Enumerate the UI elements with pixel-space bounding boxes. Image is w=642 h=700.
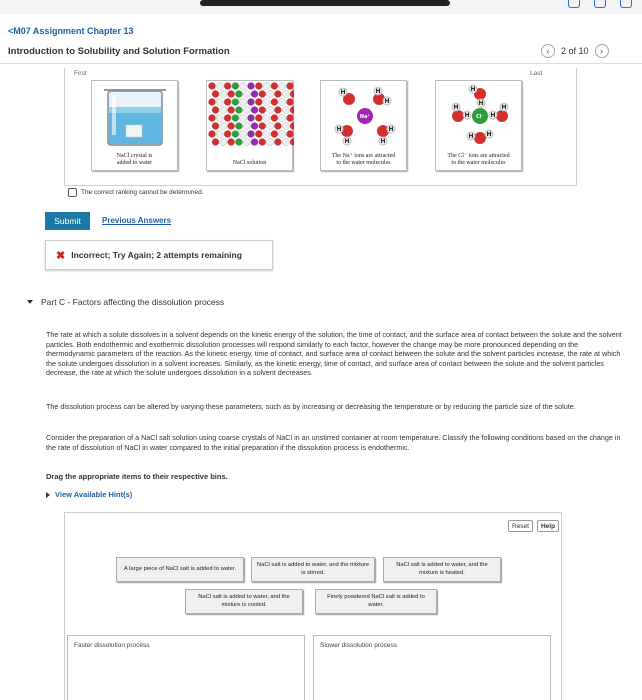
- card-caption: [436, 153, 521, 167]
- browser-bar: [0, 0, 642, 14]
- svg-text:Na⁺: Na⁺: [359, 114, 371, 120]
- molecule-dot: [271, 82, 278, 89]
- molecule-dot: [224, 98, 231, 105]
- molecule-dot: [251, 138, 258, 145]
- molecule-dot: [274, 138, 281, 145]
- molecule-dot: [267, 106, 274, 113]
- molecule-dot: [286, 82, 293, 89]
- drag-item-stirred[interactable]: NaCl salt is added to water, and the mixture is stirred.: [251, 557, 375, 582]
- caption-line: added to water: [116, 160, 153, 166]
- molecule-dot: [224, 130, 231, 137]
- molecule-dot: [220, 138, 227, 145]
- molecule-dot: [208, 98, 215, 105]
- molecule-dot: [279, 82, 286, 89]
- collapse-triangle-icon[interactable]: [27, 300, 33, 304]
- molecule-dot: [271, 130, 278, 137]
- drag-item-powdered[interactable]: Finely powdered NaCl salt is added to water.: [315, 589, 437, 614]
- molecule-dot: [259, 122, 266, 129]
- card-caption: [207, 160, 292, 167]
- molecule-dot: [279, 98, 286, 105]
- molecule-dot: [216, 130, 223, 137]
- molecule-dot: [208, 82, 215, 89]
- svg-text:H: H: [384, 98, 390, 105]
- cannot-determine-checkbox[interactable]: [68, 188, 77, 197]
- molecule-dot: [208, 114, 215, 121]
- drag-item-large-piece[interactable]: A large piece of NaCl salt is added to water.: [116, 557, 244, 582]
- molecule-dot: [255, 98, 262, 105]
- sodium-hydration-icon: [321, 81, 408, 151]
- molecule-dot: [232, 82, 239, 89]
- molecule-dot: [232, 114, 239, 121]
- reset-button[interactable]: Reset: [508, 520, 533, 532]
- molecule-dot: [247, 82, 254, 89]
- bin-slower-label: Slower dissolution process: [320, 642, 397, 649]
- error-x-icon: ✖: [56, 249, 66, 262]
- molecule-dot: [259, 138, 266, 145]
- caption-line: NaCl solution: [232, 160, 267, 166]
- molecule-dot: [228, 122, 235, 129]
- molecule-dot: [235, 122, 242, 129]
- molecule-dot: [282, 122, 289, 129]
- divider: [0, 63, 642, 64]
- molecule-dot: [271, 98, 278, 105]
- molecule-dot: [208, 130, 215, 137]
- molecule-dot: [235, 90, 242, 97]
- pager: [541, 44, 609, 58]
- molecule-dot: [263, 114, 270, 121]
- molecule-dot: [290, 90, 294, 97]
- cannot-determine-label: The correct ranking cannot be determined.: [81, 189, 204, 196]
- molecule-dot: [216, 82, 223, 89]
- molecule-dot: [240, 82, 247, 89]
- ranking-card-solution[interactable]: [206, 80, 293, 171]
- ranking-card-chloride[interactable]: [435, 80, 522, 171]
- molecule-dot: [282, 90, 289, 97]
- svg-text:H: H: [478, 100, 484, 107]
- svg-text:H: H: [344, 138, 350, 145]
- share-icon[interactable]: [568, 0, 580, 8]
- chevron-right-icon[interactable]: ›: [595, 44, 609, 58]
- molecule-dot: [235, 106, 242, 113]
- browser-actions: [568, 0, 632, 8]
- bin-faster[interactable]: [67, 635, 305, 700]
- molecule-dot: [267, 122, 274, 129]
- part-c-title: Part C - Factors affecting the dissolution process: [41, 297, 225, 307]
- molecule-dot: [235, 138, 242, 145]
- drag-item-cooled[interactable]: NaCl salt is added to water, and the mixture is cooled.: [185, 589, 303, 614]
- url-bar[interactable]: [200, 0, 450, 6]
- molecule-dot: [267, 90, 274, 97]
- svg-text:H: H: [470, 86, 476, 93]
- molecule-dot: [232, 130, 239, 137]
- molecule-dot: [255, 130, 262, 137]
- molecule-dot: [274, 106, 281, 113]
- part-c-paragraph-3: Consider the preparation of a NaCl salt solution using coarse crystals of NaCl in an unstirred container at room temperature. Classify the following conditions based on the change in the rate of dissolution of NaCl in water compared to the initial preparation if the dissolution process is endothermic.: [46, 433, 621, 452]
- molecule-dot: [228, 138, 235, 145]
- molecule-dot: [255, 114, 262, 121]
- molecule-dot: [263, 82, 270, 89]
- svg-text:H: H: [375, 88, 381, 95]
- svg-text:H: H: [453, 104, 459, 111]
- molecule-dot: [279, 130, 286, 137]
- molecule-dot: [228, 106, 235, 113]
- svg-text:H: H: [468, 133, 474, 140]
- previous-answers-link[interactable]: Previous Answers: [102, 216, 172, 225]
- molecule-dot: [216, 98, 223, 105]
- molecule-dot: [263, 130, 270, 137]
- molecule-dot: [212, 106, 219, 113]
- molecule-dot: [286, 130, 293, 137]
- drag-instruction: Drag the appropriate items to their respective bins.: [46, 472, 228, 481]
- molecule-dot: [247, 114, 254, 121]
- chloride-hydration-icon: [436, 81, 523, 151]
- card-caption: [321, 153, 406, 167]
- help-button[interactable]: Help: [537, 520, 559, 532]
- molecule-dot: [243, 90, 250, 97]
- molecule-dot: [224, 82, 231, 89]
- chevron-left-icon[interactable]: ‹: [541, 44, 555, 58]
- molecule-dot: [255, 82, 262, 89]
- molecule-dot: [247, 130, 254, 137]
- molecule-dot: [282, 138, 289, 145]
- submit-button[interactable]: Submit: [45, 212, 90, 230]
- caption-line: The Na⁺ ions are attracted: [331, 153, 396, 159]
- molecule-dot: [212, 122, 219, 129]
- molecule-dot: [286, 98, 293, 105]
- molecule-dot: [251, 90, 258, 97]
- molecule-dot: [274, 122, 281, 129]
- molecule-dot: [224, 114, 231, 121]
- page-title: Introduction to Solubility and Solution Formation: [8, 46, 230, 57]
- molecule-dot: [228, 90, 235, 97]
- svg-text:H: H: [490, 112, 496, 119]
- molecule-dot: [240, 130, 247, 137]
- molecule-dot: [212, 90, 219, 97]
- molecule-dot: [243, 138, 250, 145]
- bookmark-icon[interactable]: [594, 0, 606, 8]
- molecule-dot: [220, 90, 227, 97]
- molecule-dot: [212, 138, 219, 145]
- pager-text: 2 of 10: [561, 46, 589, 56]
- ranking-first-label: First: [74, 70, 87, 77]
- molecule-dot: [279, 114, 286, 121]
- card-caption: [92, 153, 177, 167]
- svg-text:H: H: [464, 112, 470, 119]
- cannot-determine-row[interactable]: [68, 188, 203, 197]
- molecule-dot: [220, 106, 227, 113]
- ranking-card-sodium[interactable]: [320, 80, 407, 171]
- ranking-last-label: Last: [530, 70, 543, 77]
- drag-item-heated[interactable]: NaCl salt is added to water, and the mixture is heated.: [383, 557, 501, 582]
- molecule-dot: [240, 98, 247, 105]
- molecule-dot: [290, 122, 294, 129]
- feedback-message: Incorrect; Try Again; 2 attempts remaining: [71, 250, 242, 260]
- svg-text:H: H: [380, 138, 386, 145]
- svg-text:H: H: [388, 126, 394, 133]
- molecule-dot: [232, 98, 239, 105]
- part-c-paragraph-1: The rate at which a solute dissolves in a solvent depends on the kinetic energy of the solution, the time of contact, and the surface area of contact between the solute and the solvent particles. Both endothermic and exothermic dissolution processes will respond similarly to each factor, however the change may be more pronounced depending on the thermodynamic parameters of the reaction. As the kinetic energy, time of contact, and surface area of contact between the solute and the solvent particles increase, the rate at which the solute undergoes dissolution in a solvent increases. Similarly, as the kinetic energy, time of contact, and surface area of contact between the solute and the solvent particles decrease, the rate at which the solute undergoes dissolution in a solvent decreases.: [46, 330, 622, 378]
- bin-slower[interactable]: [313, 635, 551, 700]
- molecule-dot: [247, 98, 254, 105]
- assignment-back-link[interactable]: <M07 Assignment Chapter 13: [8, 26, 134, 36]
- svg-text:H: H: [336, 126, 342, 133]
- molecule-dot: [220, 122, 227, 129]
- expand-triangle-icon: [46, 492, 50, 498]
- solution-molecules-icon: [207, 81, 294, 155]
- feedback-box: [45, 240, 273, 270]
- molecule-dot: [216, 114, 223, 121]
- view-hints-link[interactable]: [46, 490, 132, 499]
- molecule-dot: [263, 98, 270, 105]
- molecule-dot: [267, 138, 274, 145]
- molecule-dot: [290, 106, 294, 113]
- svg-text:Cl⁻: Cl⁻: [475, 114, 485, 120]
- caption-line: to the water molecules: [336, 160, 391, 166]
- molecule-dot: [282, 106, 289, 113]
- molecule-dot: [251, 122, 258, 129]
- bin-faster-label: Faster dissolution process: [74, 642, 150, 649]
- tabs-icon[interactable]: [620, 0, 632, 8]
- svg-text:H: H: [340, 89, 346, 96]
- molecule-dot: [259, 90, 266, 97]
- molecule-dot: [243, 106, 250, 113]
- caption-line: to the water molecules: [451, 160, 506, 166]
- molecule-dot: [251, 106, 258, 113]
- ranking-card-crystal[interactable]: [91, 80, 178, 171]
- svg-text:H: H: [501, 104, 507, 111]
- part-c-header[interactable]: [27, 297, 224, 307]
- part-c-paragraph-2: The dissolution process can be altered by varying these parameters, such as by increasing or decreasing the temperature or by reducing the particle size of the solute.: [46, 402, 576, 411]
- beaker-icon: [92, 81, 179, 151]
- molecule-dot: [271, 114, 278, 121]
- svg-text:H: H: [486, 131, 492, 138]
- molecule-dot: [259, 106, 266, 113]
- caption-line: The Cl⁻ ions are attracted: [447, 153, 510, 159]
- molecule-dot: [286, 114, 293, 121]
- molecule-dot: [274, 90, 281, 97]
- molecule-dot: [290, 138, 294, 145]
- molecule-dot: [243, 122, 250, 129]
- hint-label: View Available Hint(s): [55, 490, 133, 499]
- caption-line: NaCl crystal is: [116, 153, 153, 159]
- molecule-dot: [240, 114, 247, 121]
